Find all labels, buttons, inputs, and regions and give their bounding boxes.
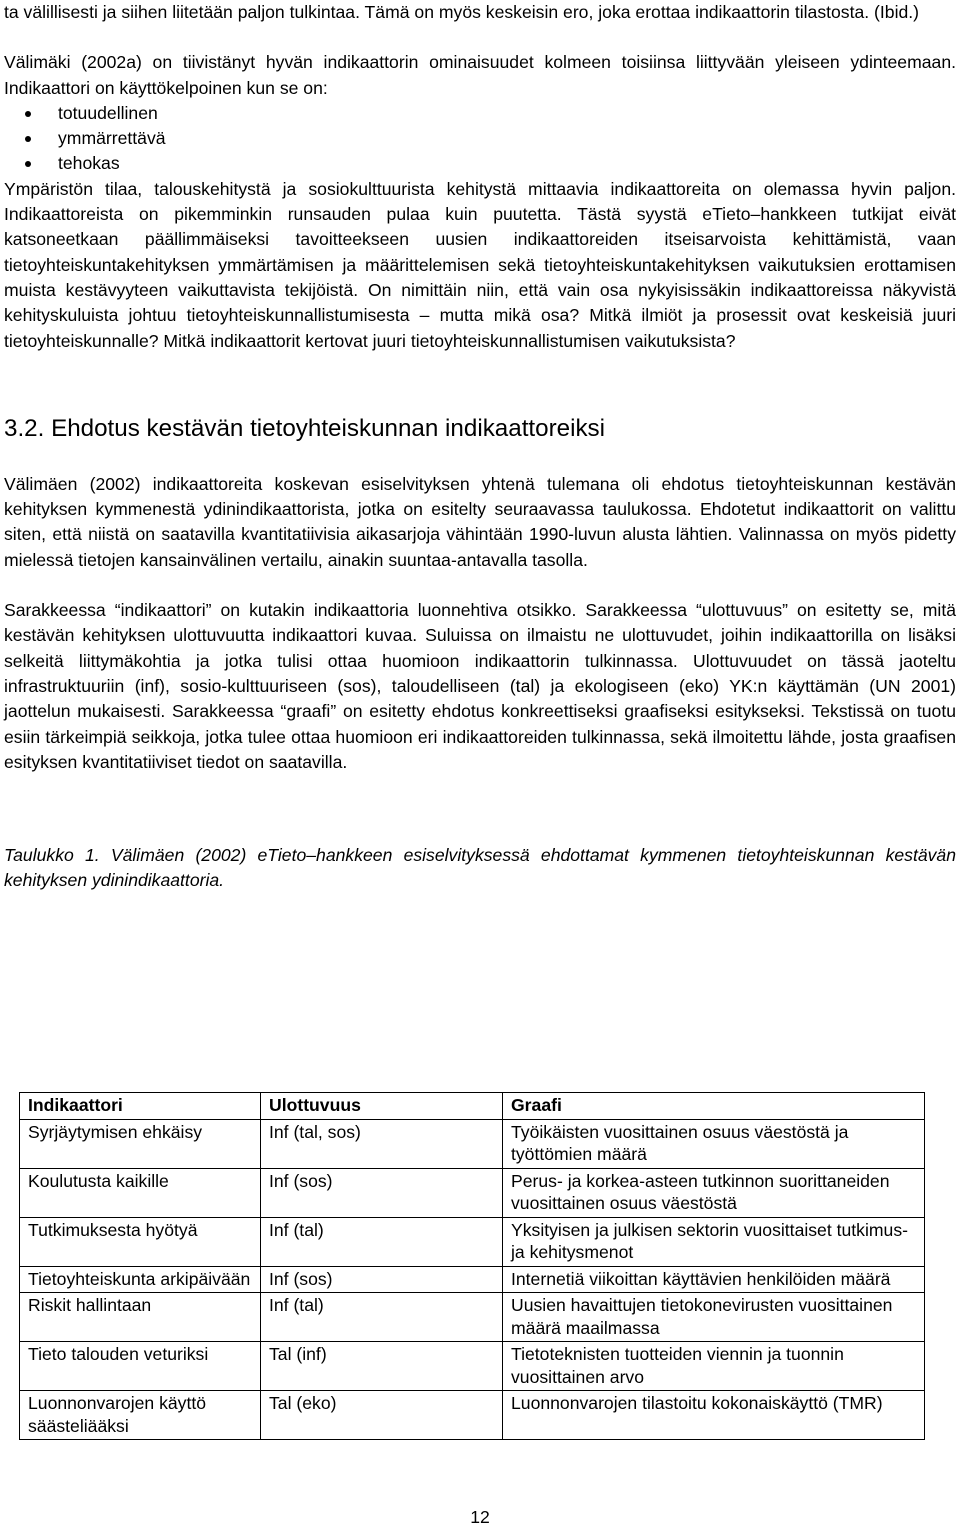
bullet-item xyxy=(4,126,956,151)
cell-ulottuvuus: Inf (tal) xyxy=(261,1293,503,1342)
table-row xyxy=(20,1119,925,1168)
table-row xyxy=(20,1293,925,1342)
bullet-item xyxy=(4,151,956,176)
table-row xyxy=(20,1391,925,1440)
spacer xyxy=(4,573,956,598)
spacer xyxy=(4,354,956,414)
cell-graafi: Yksityisen ja julkisen sektorin vuosittaiset tutkimus- ja kehitysmenot xyxy=(503,1217,925,1266)
paragraph-valimaen: Välimäen (2002) indikaattoreita koskevan esiselvityksen yhtenä tulemana oli ehdotus tietoyhteiskunnan kestävän kehityksen kymmenestä ydinindikaattorista, jotka on esitelty seuraavassa taulukossa. Ehdotetut indikaattorit on valittu siten, että niistä on saatavilla kvantitatiivisia aikasarjoja vähintään 1990-luvun alusta lähtien. Valinnassa on myös pidetty mielessä tietojen kansainvälinen vertailu, ainakin suuntaa-antavalla tasolla. xyxy=(4,473,956,570)
cell-indikaattori: Koulutusta kaikille xyxy=(20,1168,261,1217)
cell-ulottuvuus: Inf (tal) xyxy=(261,1217,503,1266)
table-row xyxy=(20,1342,925,1391)
bullet-dot-icon xyxy=(25,111,31,117)
bullet-dot-icon xyxy=(25,161,31,167)
column-header-graafi: Graafi xyxy=(503,1093,925,1120)
spacer xyxy=(4,444,956,472)
document-body xyxy=(4,0,956,894)
bullet-dot-icon xyxy=(25,136,31,142)
cell-indikaattori: Luonnonvarojen käyttö säästeliääksi xyxy=(20,1391,261,1440)
paragraph-ymparisto: Ympäristön tilaa, talouskehitystä ja sosiokulttuurista kehitystä mittaavia indikaattoreita on olemassa hyvin paljon. Indikaattoreista on pikemminkin runsauden pulaa kuin puutetta. Tästä syystä eTieto–hankkeen tutkijat eivät katsoneetkaan päällimmäiseksi tavoitteekseen uusien indikaattoreiden itseisarvoista kehittämistä, vaan tietoyhteiskuntakehityksen ymmärtämisen ja määrittelemisen sekä tietoyhteiskuntakehityksen vaikutuksien erottamisen muista kestävyyteen vaikuttavista tekijöistä. On nimittäin niin, että vain osa nykyisissäkin indikaattoreissa näkyvistä kehityskuluista johtuu tietoyhteiskunnallistumisesta – mutta mikä osa? Mitkä ilmiöt ja prosessit ovat keskeisiä juuri tietoyhteiskunnalle? Mitkä indikaattorit kertovat juuri tietoyhteiskunnallistumisen vaikutuksista? xyxy=(4,178,956,351)
cell-graafi: Työikäisten vuosittainen osuus väestöstä ja työttömien määrä xyxy=(503,1119,925,1168)
table-row xyxy=(20,1168,925,1217)
column-header-ulottuvuus: Ulottuvuus xyxy=(261,1093,503,1120)
cell-indikaattori: Riskit hallintaan xyxy=(20,1293,261,1342)
bullet-text: tehokas xyxy=(58,153,120,174)
page-number: 12 xyxy=(470,1507,490,1527)
table-row xyxy=(20,1266,925,1293)
paragraph-sarakkeessa: Sarakkeessa “indikaattori” on kutakin indikaattoria luonnehtiva otsikko. Sarakkeessa “ulottuvuus” on esitetty se, mitä kestävän kehityksen ulottuvuutta indikaattori kuvaa. Suluissa on ilmaistu ne ulottuvudet, joihin indikaattorilla on lisäksi selkeitä liittymäkohtia ja jotka tulisi ottaa huomioon indikaattorin tulkinnassa. Ulottuvuudet on tässä jaoteltu infrastruktuuriin (inf), sosio-kulttuuriseen (sos), taloudelliseen (tal) ja ekologiseen (eko) YK:n käyttämän (UN 2001) jaottelun mukaisesti. Sarakkeessa “graafi” on esitetty ehdotus konkreettiseksi graafiseksi esitykseksi. Tekstissä on tuotu esiin tärkeimpiä seikkoja, jotka tulee ottaa huomioon eri indikaattoreiden tulkinnassa, sekä ilmoitettu lähde, josta graafisen esityksen kvantitatiiviset tiedot on saatavilla. xyxy=(4,600,956,772)
bullet-item xyxy=(4,101,956,126)
column-header-indikaattori: Indikaattori xyxy=(20,1093,261,1120)
spacer xyxy=(4,25,956,50)
cell-indikaattori: Tieto talouden veturiksi xyxy=(20,1342,261,1391)
cell-ulottuvuus: Inf (tal, sos) xyxy=(261,1119,503,1168)
cell-ulottuvuus: Inf (sos) xyxy=(261,1168,503,1217)
table-row xyxy=(20,1217,925,1266)
cell-graafi: Internetiä viikoittan käyttävien henkilöiden määrä xyxy=(503,1266,925,1293)
spacer xyxy=(4,775,956,843)
cell-ulottuvuus: Tal (inf) xyxy=(261,1342,503,1391)
cell-indikaattori: Tietoyhteiskunta arkipäivään xyxy=(20,1266,261,1293)
indicator-table xyxy=(19,1092,925,1440)
paragraph-intro: ta välillisesti ja siihen liitetään paljon tulkintaa. Tämä on myös keskeisin ero, joka erottaa indikaattorin tilastosta. (Ibid.) xyxy=(4,2,920,22)
cell-graafi: Perus- ja korkea-asteen tutkinnon suorittaneiden vuosittainen osuus väestöstä xyxy=(503,1168,925,1217)
cell-indikaattori: Syrjäytymisen ehkäisy xyxy=(20,1119,261,1168)
bullet-list xyxy=(4,101,956,177)
cell-indikaattori: Tutkimuksesta hyötyä xyxy=(20,1217,261,1266)
bullet-text: ymmärrettävä xyxy=(58,128,166,149)
bullet-text: totuudellinen xyxy=(58,102,158,123)
cell-graafi: Tietoteknisten tuotteiden viennin ja tuonnin vuosittainen arvo xyxy=(503,1342,925,1391)
cell-ulottuvuus: Inf (sos) xyxy=(261,1266,503,1293)
paragraph-valimaki: Välimäki (2002a) on tiivistänyt hyvän indikaattorin ominaisuudet kolmeen toisiinsa liittyvään yleiseen ydinteemaan. Indikaattori on käyttökelpoinen kun se on: xyxy=(4,52,956,98)
cell-ulottuvuus: Tal (eko) xyxy=(261,1391,503,1440)
section-heading: 3.2. Ehdotus kestävän tietoyhteiskunnan indikaattoreiksi xyxy=(4,414,606,442)
cell-graafi: Uusien havaittujen tietokonevirusten vuosittainen määrä maailmassa xyxy=(503,1293,925,1342)
table-header-row xyxy=(20,1093,925,1120)
cell-graafi: Luonnonvarojen tilastoitu kokonaiskäyttö (TMR) xyxy=(503,1391,925,1440)
table-caption: Taulukko 1. Välimäen (2002) eTieto–hankkeen esiselvityksessä ehdottamat kymmenen tietoyhteiskunnan kestävän kehityksen ydinindikaattoria. xyxy=(4,845,956,891)
